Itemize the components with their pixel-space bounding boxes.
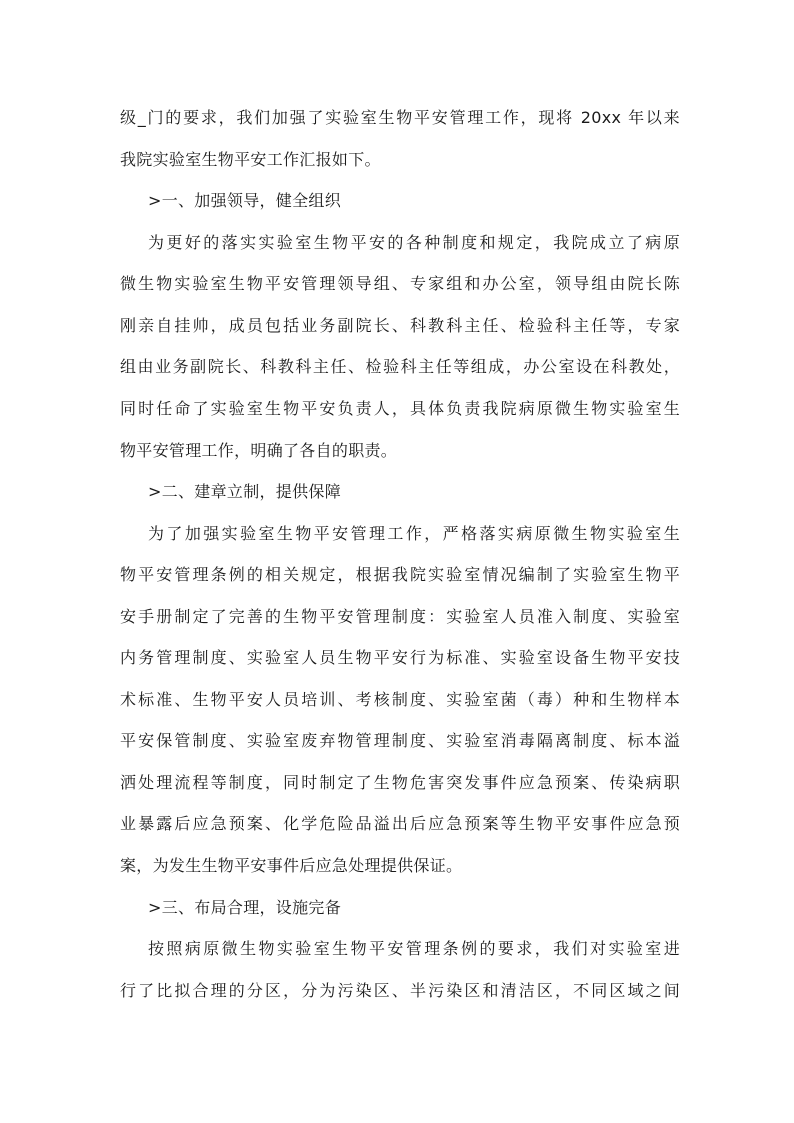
paragraph-line: 级_门的要求，我们加强了实验室生物平安管理工作，现将 20xx 年以来 [120, 108, 680, 127]
paragraph-line: 同时任命了实验室生物平安负责人，具体负责我院病原微生物实验室生 [120, 399, 680, 418]
paragraph-line: 物平安管理工作，明确了各自的职责。 [120, 441, 398, 460]
paragraph-line: 平安保管制度、实验室废弃物管理制度、实验室消毒隔离制度、标本溢 [120, 731, 680, 750]
paragraph-line: 为更好的落实实验室生物平安的各种制度和规定，我院成立了病原 [148, 233, 680, 252]
paragraph-line: 组由业务副院长、科教科主任、检验科主任等组成，办公室设在科教处， [120, 357, 680, 376]
paragraph-line: 刚亲自挂帅，成员包括业务副院长、科教科主任、检验科主任等，专家 [120, 316, 680, 335]
paragraph-line: 内务管理制度、实验室人员生物平安行为标准、实验室设备生物平安技 [120, 648, 680, 667]
section-heading: >三、布局合理，设施完备 [148, 898, 342, 917]
paragraph-line: 安手册制定了完善的生物平安管理制度：实验室人员准入制度、实验室 [120, 607, 680, 626]
paragraph-line: 术标准、生物平安人员培训、考核制度、实验室菌（毒）种和生物样本 [120, 690, 680, 709]
section-heading: >二、建章立制，提供保障 [148, 482, 342, 501]
paragraph-line: 按照病原微生物实验室生物平安管理条例的要求，我们对实验室进 [148, 939, 680, 958]
paragraph-line: 业暴露后应急预案、化学危险品溢出后应急预案等生物平安事件应急预 [120, 814, 680, 833]
section-heading: >一、加强领导，健全组织 [148, 191, 342, 210]
paragraph-line: 行了比拟合理的分区，分为污染区、半污染区和清洁区，不同区域之间 [120, 981, 680, 1000]
paragraph-line: 案，为发生生物平安事件后应急处理提供保证。 [120, 856, 463, 875]
paragraph-line: 为了加强实验室生物平安管理工作，严格落实病原微生物实验室生 [148, 524, 680, 543]
paragraph-line: 微生物实验室生物平安管理领导组、专家组和办公室，领导组由院长陈 [120, 274, 680, 293]
paragraph-line: 我院实验室生物平安工作汇报如下。 [120, 150, 381, 169]
paragraph-line: 物平安管理条例的相关规定，根据我院实验室情况编制了实验室生物平 [120, 565, 680, 584]
paragraph-line: 洒处理流程等制度，同时制定了生物危害突发事件应急预案、传染病职 [120, 773, 680, 792]
